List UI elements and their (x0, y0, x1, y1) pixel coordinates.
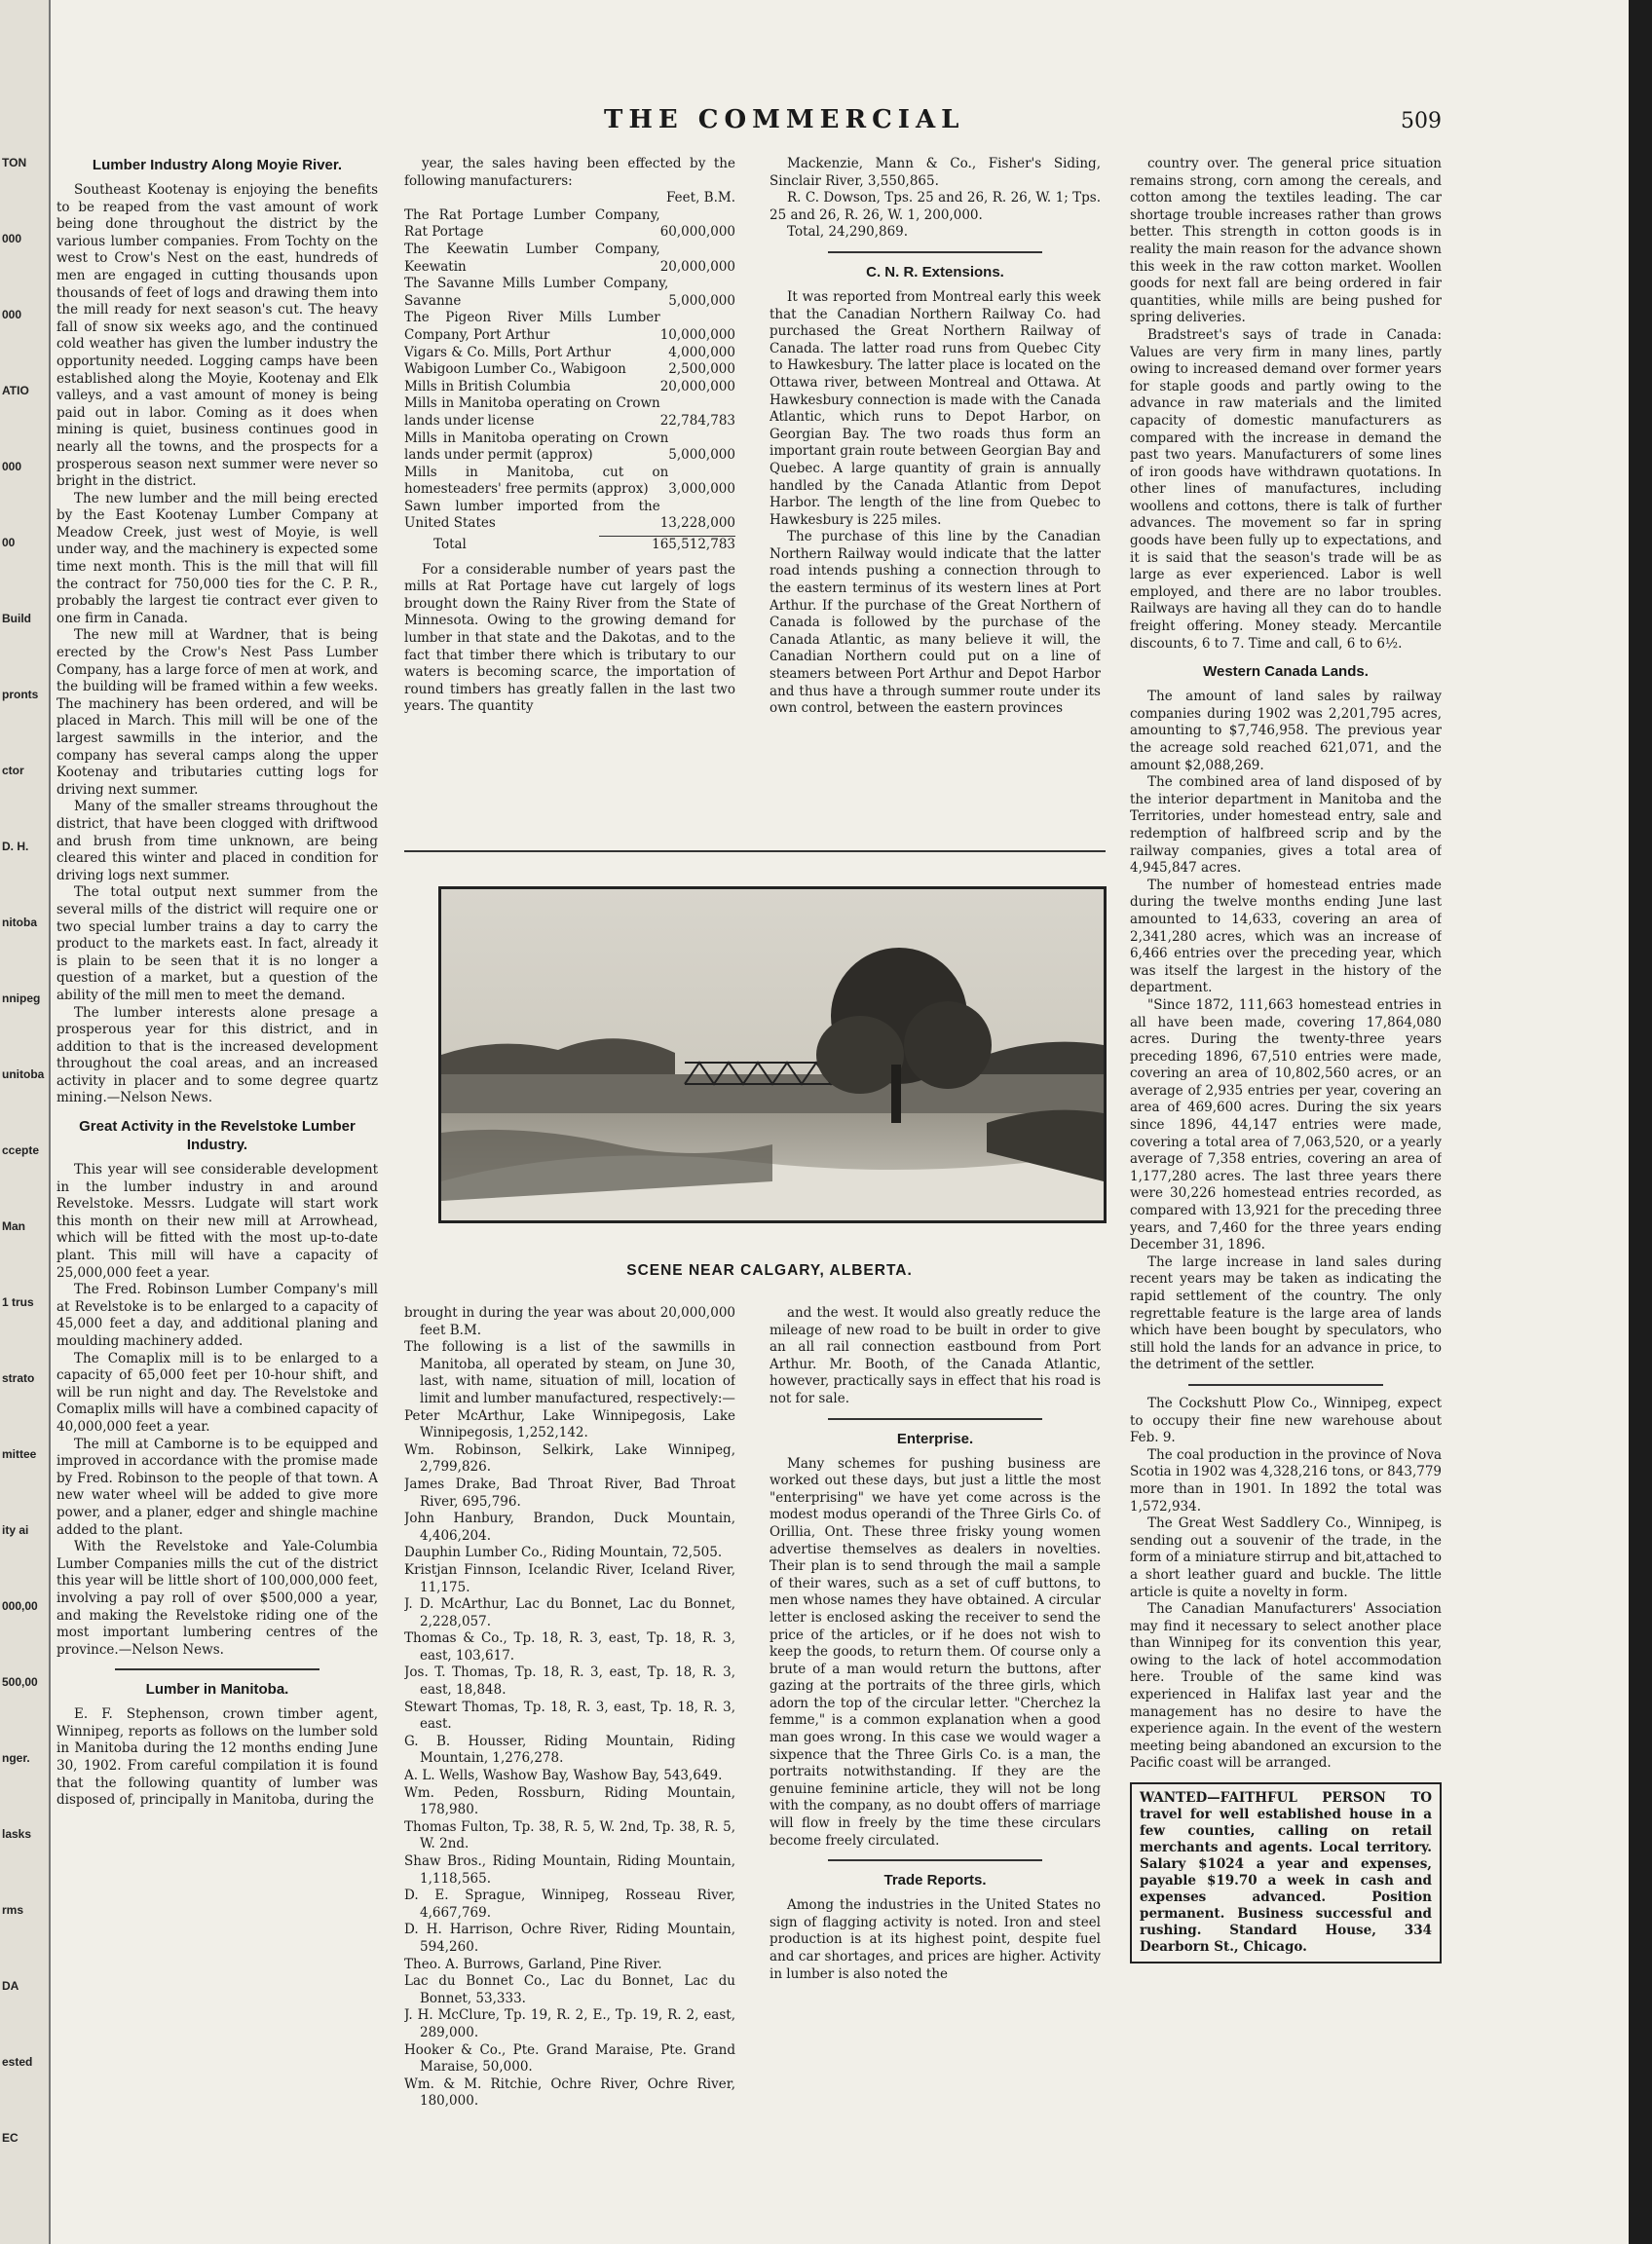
table-row (404, 276, 735, 310)
page-edge-shadow (1629, 0, 1652, 2244)
feet-value: 4,000,000 (668, 344, 735, 360)
paragraph: G. B. Housser, Riding Mountain, Riding Mountain, 1,276,278. (404, 1733, 735, 1767)
paragraph: The mill at Camborne is to be equipped and improved in accordance with the promise made by Fred. Robinson to the people of that town. A new water wheel will be added to give more power, and a planer, edger and shingle machine added to the plant. (56, 1436, 378, 1538)
article-body (56, 182, 378, 1107)
feet-value: 5,000,000 (668, 292, 735, 309)
feet-value: 2,500,000 (668, 361, 735, 378)
strip-fragment: DA (2, 1979, 19, 1993)
total-label: Total (433, 537, 467, 553)
paragraph: The amount of land sales by railway companies during 1902 was 2,201,795 acres, amounting to $7,746,958. The previous year the acreage sold reached 621,071, and the amount $2,088,269. (1130, 689, 1442, 773)
paragraph: Total, 24,290,869. (787, 224, 909, 241)
strip-fragment: 000 (2, 460, 22, 473)
article-body (1130, 689, 1442, 1374)
paragraph: Many of the smaller streams throughout the district, that have been clogged with driftwood and brush from time unknown, are being cleared this winter and placed in condition for driving logs next summer. (56, 799, 378, 883)
paragraph: For a considerable number of years past the mills at Rat Portage have cut largely of logs brought down the Rainy River from the State of Minnesota. Owing to the growing demand for lumber in that state and the Dakotas, and to the fact that timber there which is tributary to our waters is becoming scarce, the importation of round timbers has greatly fallen in the last two years. The quantity (404, 561, 735, 715)
strip-fragment: ctor (2, 764, 24, 777)
paragraph: Kristjan Finnson, Icelandic River, Iceland River, 11,175. (404, 1561, 735, 1595)
paragraph: Wm. Peden, Rossburn, Riding Mountain, 178,980. (404, 1784, 735, 1818)
table-row (404, 499, 735, 533)
paragraph: J. H. McClure, Tp. 19, R. 2, E., Tp. 19, R. 2, east, 289,000. (404, 2007, 735, 2040)
lumber-table (404, 207, 735, 533)
table-row (404, 379, 735, 396)
paragraph: A. L. Wells, Washow Bay, Washow Bay, 543,649. (404, 1768, 723, 1784)
manufacturer-name: The Keewatin Lumber Company, Keewatin (404, 241, 660, 275)
paragraph: It was reported from Montreal early this week that the Canadian Northern Railway Co. had purchased the Great Northern Railway of Canada. The latter road runs from Quebec City to Hawkesbury. The latter place is located on the Ottawa river, between Montreal and Ottawa. At Hawkesbury connection is made with the Canada Atlantic, which runs to Depot Harbor, on Georgian Bay. The two roads thus form an important grain route between Georgian Bay and Quebec. A large quantity of grain is annually handled by the Canada Atlantic from Depot Harbor. The length of the line from Quebec to Hawkesbury is 225 miles. (770, 288, 1101, 528)
table-row (404, 465, 735, 499)
paragraph: Wm. Robinson, Selkirk, Lake Winnipeg, 2,799,826. (404, 1441, 735, 1476)
strip-fragment: 000,00 (2, 1599, 38, 1613)
paragraph: The new lumber and the mill being erected by the East Kootenay Lumber Company at Meadow Creek, just west of Moyie, is well under way, and the machinery is expected some time next month. This is the mill that will fill the contract for 750,000 ties for the C. P. R., probably the largest tie contract ever given to one firm in Canada. (56, 490, 378, 626)
adjacent-page-strip (0, 0, 51, 2244)
article-heading: Great Activity in the Revelstoke Lumber Industry. (79, 1118, 356, 1154)
paragraph: James Drake, Bad Throat River, Bad Throat River, 695,796. (404, 1476, 735, 1510)
column-2-lower (404, 1305, 735, 2201)
feet-value: 60,000,000 (659, 224, 735, 241)
photo-top-rule (404, 850, 1106, 852)
strip-fragment: unitoba (2, 1067, 45, 1081)
strip-fragment: nnipeg (2, 991, 41, 1005)
table-total-row (404, 537, 735, 554)
article-body (56, 1706, 378, 1810)
paragraph: This year will see considerable development in the lumber industry in and around Revelstoke. Messrs. Ludgate will start work this month on their new mill at Arrowhead, which will be fitted with the most up-to-date plant. This mill will have a capacity of 25,000,000 feet a year. (56, 1162, 378, 1281)
paragraph: E. F. Stephenson, crown timber agent, Winnipeg, reports as follows on the lumber sold in Manitoba during the 12 months ending June 30, 1902. From careful compilation it is found that the following quantity of lumber was disposed of, principally in Manitoba, during the (56, 1706, 378, 1809)
article-heading: Enterprise. (896, 1430, 974, 1447)
strip-fragment: ity ai (2, 1523, 29, 1537)
article-body (404, 1305, 735, 1408)
paragraph: Thomas & Co., Tp. 18, R. 3, east, Tp. 18, R. 3, east, 103,617. (404, 1630, 735, 1664)
paragraph: The combined area of land disposed of by the interior department in Manitoba and the Territories, under homestead entry, sale and redemption of halfbreed scrip and by the railway companies, gives a total area of 4,945,847 acres. (1130, 774, 1442, 877)
photo-caption: SCENE NEAR CALGARY, ALBERTA. (626, 1262, 913, 1279)
paragraph: Mackenzie, Mann & Co., Fisher's Siding, Sinclair River, 3,550,865. (770, 156, 1101, 189)
table-row (404, 345, 735, 362)
strip-fragment: nger. (2, 1751, 30, 1765)
paragraph: The following is a list of the sawmills in Manitoba, all operated by steam, on June 30, last, with name, situation of mill, location of limit and lumber manufactured, respectively:— (404, 1339, 735, 1406)
paragraph: Bradstreet's says of trade in Canada: Values are very firm in many lines, partly owing to increased demand over former years for staple goods and partly owing to the advance in raw materials and the limited capacity of domestic manufacturers as compared with the increase in demand the past two years. Manufacturers of some lines of iron goods have withdrawn quotations. In other lines of manufactures, including woollens and cottons, there is talk of further advances. The movement so far in spring goods have been fully up to expectations, and it is said that the season's trade will be as large as ever experienced. Labor is well employed, and there are no labor troubles. Railways are having all they can do to handle freight offering. Money steady. Mercantile discounts, 6 to 7. Time and call, 6 to 6½. (1130, 326, 1442, 652)
table-row (404, 207, 735, 242)
paragraph: J. D. McArthur, Lac du Bonnet, Lac du Bonnet, 2,228,057. (404, 1596, 735, 1629)
table-row (404, 430, 735, 465)
masthead-title: THE COMMERCIAL (604, 105, 965, 134)
paragraph: The large increase in land sales during recent years may be taken as indicating the rapid settlement of the country. The only regrettable feature is the large area of lands which have been bought by speculators, who still hold the lands for an advance in price, to the detriment of the settler. (1130, 1253, 1442, 1373)
paragraph: "Since 1872, 111,663 homestead entries in all have been made, covering 17,864,080 acres. During the twenty-three years preceding 1896, 67,510 entries were made, covering an area of 10,802,560 acres, or an average of 2,935 entries per year, covering an area of 469,600 acres. During the six years since 1896, 44,147 entries were made, covering a total area of 7,063,520, or a yearly average of 7,358 entries, covering an area of 1,177,280 acres. The last three years there were 30,226 homestead entries recorded, as compared with 13,921 for the preceding three years, and 7,460 for the three years ending December 31, 1896. (1130, 996, 1442, 1253)
strip-fragment: nitoba (2, 916, 37, 929)
paragraph: D. E. Sprague, Winnipeg, Rosseau River, 4,667,769. (404, 1888, 735, 1921)
strip-fragment: 1 trus (2, 1295, 34, 1309)
paragraph: Many schemes for pushing business are worked out these days, but just a little the most "enterprising" we have yet come across is the modest modus operandi of the Three Girls Co. of Orillia, Ont. These three frisky young women advertise themselves as dealers in novelties. Their plan is to send through the mail a sample of their wares, such as a set of cuff buttons, to men whose names they have obtained. A circular letter is enclosed asking the receiver to send the price of the articles, or if he does not wish to keep the goods, to return them. Of course only a brute of a man would return the buttons, after gazing at the portraits of the three girls, which adorn the top of the circular letter. "Cherchez la femme," is a common explanation when a good man goes wrong. In this case we would wager a sixpence that the Three Girls Co. is a man, the portraits notwithstanding. If they are the genuine feminine article, they will not be long with the company, as no doubt offers of marriage will flow in freely by the time these circulars become freely circulated. (770, 1455, 1101, 1849)
paragraph: The Comaplix mill is to be enlarged to a capacity of 65,000 feet per 10-hour shift, and will be run night and day. The Revelstoke and Comaplix mills will have a combined capacity of 40,000,000 feet a year. (56, 1350, 378, 1435)
manufacturer-name: Mills in Manitoba, cut on homesteaders' free permits (approx) (404, 464, 669, 498)
paragraph: The purchase of this line by the Canadian Northern Railway would indicate that the latter road intends pushing a connection through to the eastern terminus of its western lines at Port Arthur. If the purchase of the Great Northern of Canada is followed by the purchase of the Canada Atlantic, as many believe it will, the Canadian Northern could put on a line of steamers between Port Arthur and Depot Harbor and thus have a through summer route under its own control, between the eastern provinces (770, 529, 1101, 717)
paragraph: Lac du Bonnet Co., Lac du Bonnet, Lac du Bonnet, 53,333. (404, 1973, 735, 2006)
strip-fragment: EC (2, 2131, 19, 2145)
paragraph: The lumber interests alone presage a prosperous year for this district, and in addition to that is the increased development throughout the coal areas, and an increased activity in placer and to some degree quartz mining.—Nelson News. (56, 1004, 378, 1106)
divider (828, 1859, 1042, 1861)
feet-value: 13,228,000 (659, 515, 735, 532)
classified-advertisement: WANTED—FAITHFUL PERSON TO travel for well established house in a few counties, calling on retail merchants and agents. Local territory. Salary $1024 a year and expenses, payable $19.70 a week in cash and expenses advanced. Position permanent. Business successful and rushing. Standard House, 334 Dearborn St., Chicago. (1130, 1782, 1442, 1964)
paragraph: Peter McArthur, Lake Winnipegosis, Lake Winnipegosis, 1,252,142. (404, 1407, 735, 1441)
strip-fragment: 000 (2, 232, 22, 245)
article-body (1130, 1396, 1442, 1773)
paragraph: Shaw Bros., Riding Mountain, Riding Mountain, 1,118,565. (404, 1853, 735, 1887)
paragraph: Among the industries in the United States no sign of flagging activity is noted. Iron and steel production is at its highest point, despite fuel and car shortages, and prices are higher. Activity in lumber is also noted the (770, 1897, 1101, 1982)
column-1 (56, 156, 378, 2201)
paragraph: The Canadian Manufacturers' Association may find it necessary to select another place than Winnipeg for its convention this year, owing to the lack of hotel accommodation here. Trouble of the same kind was experienced in Halifax last year and the management has no desire to have the experience again. In the event of the western meeting being abandoned an excursion to the Pacific coast will be arranged. (1130, 1601, 1442, 1772)
paragraph: The coal production in the province of Nova Scotia in 1902 was 4,328,216 tons, or 843,779 more than in 1901. In 1892 the total was 1,572,934. (1130, 1446, 1442, 1515)
table-unit: Feet, B.M. (666, 190, 735, 206)
strip-fragment: 500,00 (2, 1675, 38, 1689)
paragraph: The Fred. Robinson Lumber Company's mill at Revelstoke is to be enlarged to a capacity of 45,000 feet a day, and additional planing and moulding machinery added. (56, 1282, 378, 1349)
article-heading: Lumber in Manitoba. (145, 1681, 289, 1699)
page-number: 509 (1401, 109, 1442, 133)
paragraph: The number of homestead entries made during the twelve months ending June last amounted to 14,633, covering an area of 2,341,280 acres, which was an increase of 6,466 entries over the preceding year, which was itself the largest in the history of the department. (1130, 877, 1442, 996)
divider (828, 251, 1042, 253)
strip-fragment: Build (2, 612, 31, 625)
divider (828, 1418, 1042, 1420)
article-heading: Western Canada Lands. (1203, 663, 1369, 681)
paragraph: and the west. It would also greatly reduce the mileage of new road to be built in order to give an all rail connection eastbound from Port Arthur. Mr. Booth, of the Canada Atlantic, however, practically says in effect that his road is not for sale. (770, 1305, 1101, 1406)
manufacturer-name: Mills in British Columbia (404, 378, 571, 394)
divider (115, 1668, 319, 1670)
paragraph: With the Revelstoke and Yale-Columbia Lumber Companies mills the cut of the district this year will be little short of 100,000,000 feet, involving a pay roll of over $500,000 a year, and making the Revelstoke riding one of the most important lumbering centres of the province.—Nelson News. (56, 1539, 378, 1658)
table-row (404, 242, 735, 276)
table-row (404, 395, 735, 430)
manufacturer-name: Mills in Manitoba operating on Crown lands under license (404, 395, 660, 429)
strip-fragment: ested (2, 2055, 33, 2069)
manufacturer-name: Mills in Manitoba operating on Crown lands under permit (approx) (404, 430, 669, 464)
total-value: 165,512,783 (652, 537, 735, 553)
landscape-image (441, 889, 1104, 1220)
feet-value: 5,000,000 (668, 447, 735, 464)
paragraph: Stewart Thomas, Tp. 18, R. 3, east, Tp. 18, R. 3, east. (404, 1699, 735, 1733)
feet-value: 20,000,000 (659, 258, 735, 275)
strip-fragment: 00 (2, 536, 16, 549)
paragraph: Theo. A. Burrows, Garland, Pine River. (404, 1956, 662, 1972)
column-3-upper (770, 156, 1101, 842)
strip-fragment: pronts (2, 688, 39, 701)
strip-fragment: ATIO (2, 384, 29, 397)
strip-fragment: D. H. (2, 840, 29, 853)
strip-fragment: mittee (2, 1447, 37, 1461)
article-body (1130, 156, 1442, 653)
manufacturer-name: The Rat Portage Lumber Company, Rat Portage (404, 206, 660, 241)
strip-fragment: ccepte (2, 1143, 40, 1157)
paragraph: Dauphin Lumber Co., Riding Mountain, 72,505. (404, 1545, 723, 1561)
divider (1188, 1384, 1383, 1386)
paragraph: brought in during the year was about 20,000,000 feet B.M. (404, 1305, 735, 1338)
paragraph: John Hanbury, Brandon, Duck Mountain, 4,406,204. (404, 1511, 735, 1544)
table-row (404, 310, 735, 344)
strip-fragment: TON (2, 156, 27, 169)
table-row (404, 361, 735, 379)
paragraph: Wm. & M. Ritchie, Ochre River, Ochre River, 180,000. (404, 2076, 735, 2110)
feet-value: 3,000,000 (668, 481, 735, 498)
column-4 (1130, 156, 1442, 2201)
column-2-upper (404, 156, 735, 842)
strip-fragment: 000 (2, 308, 22, 321)
manufacturer-name: Sawn lumber imported from the United States (404, 498, 660, 532)
paragraph: D. H. Harrison, Ochre River, Riding Mountain, 594,260. (404, 1922, 735, 1955)
page-header (58, 105, 1442, 144)
paragraph: The Great West Saddlery Co., Winnipeg, is sending out a souvenir of the trade, in the form of a miniature stirrup and bit,attached to a short leather guard and buckle. The little article is quite a novelty in form. (1130, 1515, 1442, 1600)
strip-fragment: lasks (2, 1827, 32, 1841)
article-body (770, 289, 1101, 718)
strip-fragment: strato (2, 1371, 35, 1385)
paragraph: country over. The general price situation remains strong, corn among the cereals, and cotton among the textiles leading. The car shortage trouble increases rather than grows better. This strength in cotton goods is in reality the main reason for the advance shown this week in the raw cotton market. Woollen goods for next fall are being ordered in fair quantities, while mills are being pushed for spring deliveries. (1130, 156, 1442, 326)
paragraph: Hooker & Co., Pte. Grand Maraise, Pte. Grand Maraise, 50,000. (404, 2041, 735, 2076)
manufacturer-name: Vigars & Co. Mills, Port Arthur (404, 344, 611, 360)
article-heading: Lumber Industry Along Moyie River. (92, 157, 343, 173)
paragraph: Jos. T. Thomas, Tp. 18, R. 3, east, Tp. 18, R. 3, east, 18,848. (404, 1664, 735, 1699)
paragraph: The total output next summer from the several mills of the district will require one or two special lumber trains a day to carry the product to the markets east. In fact, already it is plain to be seen that it is no longer a question of a market, but a question of the ability of the mill men to meet the demand. (56, 884, 378, 1003)
strip-fragment: Man (2, 1219, 25, 1233)
feet-value: 22,784,783 (659, 412, 735, 429)
article-heading: C. N. R. Extensions. (866, 263, 1004, 280)
paragraph: year, the sales having been effected by the following manufacturers: (404, 156, 735, 189)
paragraph: The new mill at Wardner, that is being erected by the Crow's Nest Pass Lumber Company, has a large force of men at work, and the building will be framed within a few weeks. The machinery has been ordered, and will be placed in March. This mill will be one of the largest sawmills in the interior, and the company has several camps along the upper Kootenay and tributaries cutting logs for driving next summer. (56, 627, 378, 798)
manufacturer-name: The Pigeon River Mills Lumber Company, Port Arthur (404, 310, 660, 343)
manufacturer-name: The Savanne Mills Lumber Company, Savanne (404, 276, 669, 309)
article-body (56, 1162, 378, 1659)
sawmill-list (404, 1408, 735, 2111)
feet-value: 10,000,000 (659, 326, 735, 343)
strip-fragment: rms (2, 1903, 24, 1917)
paragraph: The Cockshutt Plow Co., Winnipeg, expect to occupy their fine new warehouse about Feb. 9. (1130, 1395, 1442, 1446)
article-heading: Trade Reports. (883, 1872, 987, 1889)
column-3-lower (770, 1305, 1101, 2201)
paragraph: Southeast Kootenay is enjoying the benefits to be reaped from the vast amount of work being done throughout the district by the various lumber companies. From Tochty on the west to Crow's Nest on the east, hundreds of men are engaged in cutting thousands upon thousands of feet of logs and drawing them into the mill ready for next season's cut. The heavy fall of snow six weeks ago, and the continued cold weather has given the lumber industry the opportunity needed. Logging camps have been established along the Moyie, Kootenay and Elk valleys, and a vast amount of money is being paid out in labor. Coming as it does when mining is quiet, business continues good in nearly all the towns, and the prospects for a prosperous season next summer were never so bright in the district. (56, 182, 378, 490)
manufacturer-name: Wabigoon Lumber Co., Wabigoon (404, 361, 626, 378)
calgary-scene-photo (438, 886, 1107, 1223)
paragraph: Thomas Fulton, Tp. 38, R. 5, W. 2nd, Tp. 38, R. 5, W. 2nd. (404, 1818, 735, 1852)
feet-value: 20,000,000 (659, 378, 735, 394)
paragraph: R. C. Dowson, Tps. 25 and 26, R. 26, W. 1; Tps. 25 and 26, R. 26, W. 1, 200,000. (770, 190, 1101, 223)
